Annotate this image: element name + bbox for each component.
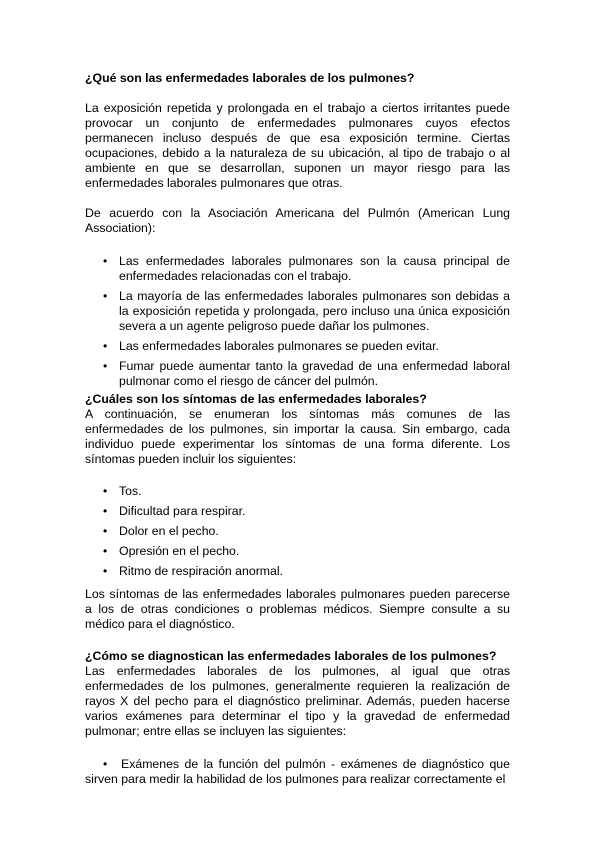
section-1-heading: ¿Qué son las enfermedades laborales de los pulmones? <box>85 71 415 85</box>
section-2-outro: Los síntomas de las enfermedades laborales pulmonares pueden parecerse a los de otras condiciones o problemas médicos. Siempre consulte a su médico para el diagnóstico. <box>85 587 510 631</box>
bullet-icon: • <box>103 359 108 373</box>
list-item: • Las enfermedades laborales pulmonares son la causa principal de enfermedades relacionadas con el trabajo. <box>103 254 510 283</box>
list-item: • La mayoría de las enfermedades laborales pulmonares son debidas a la exposición repetida y prolongada, pero incluso una única exposición severa a un agente peligroso puede dañar los pulmones. <box>103 289 510 333</box>
list-item: • Dolor en el pecho. <box>103 524 219 538</box>
list-item: • Opresión en el pecho. <box>103 544 240 558</box>
list-item: • Tos. <box>103 484 142 498</box>
bullet-icon: • <box>103 289 108 303</box>
bullet-icon: • <box>103 504 108 518</box>
bullet-icon: • <box>103 757 108 771</box>
list-item: • Ritmo de respiración anormal. <box>103 564 284 578</box>
section-2-bullet-list <box>85 484 510 579</box>
section-3-heading: ¿Cómo se diagnostican las enfermedades laborales de los pulmones? <box>85 649 497 663</box>
bullet-icon: • <box>103 564 108 578</box>
bullet-icon: • <box>103 484 108 498</box>
list-item: • Dificultad para respirar. <box>103 504 246 518</box>
list-item: • Las enfermedades laborales pulmonares se pueden evitar. <box>103 339 439 353</box>
section-1-paragraph-1: La exposición repetida y prolongada en el trabajo a ciertos irritantes puede provocar un conjunto de enfermedades pulmonares cuyos efectos permanecen incluso después de que esa exposición termine. Ciertas ocupaciones, debido a la naturaleza de su ubicación, al tipo de trabajo o al ambiente en que se desarrollan, suponen un mayor riesgo para las enfermedades laborales pulmonares que otras. <box>85 101 510 190</box>
section-1-bullet-list <box>85 254 510 389</box>
section-3-intro: Las enfermedades laborales de los pulmones, al igual que otras enfermedades de los pulmones, generalmente requieren la realización de rayos X del pecho para el diagnóstico preliminar. Además, pueden hacerse varios exámenes para determinar el tipo y la gravedad de enfermedad pulmonar; entre ellas se incluyen las siguientes: <box>85 664 510 738</box>
section-2-intro: A continuación, se enumeran los síntomas más comunes de las enfermedades de los pulmones, sin importar la causa. Sin embargo, cada individuo puede experimentar los síntomas de una forma diferente. Los síntomas pueden incluir los siguientes: <box>85 407 510 466</box>
bullet-icon: • <box>103 524 108 538</box>
document-page <box>85 71 510 787</box>
bullet-icon: • <box>103 254 108 268</box>
list-item: • Fumar puede aumentar tanto la gravedad de una enfermedad laboral pulmonar como el riesgo de cáncer del pulmón. <box>103 359 510 388</box>
section-2-heading: ¿Cuáles son los síntomas de las enfermedades laborales? <box>85 392 427 406</box>
bullet-icon: • <box>103 339 108 353</box>
bullet-icon: • <box>103 544 108 558</box>
section-1-paragraph-2: De acuerdo con la Asociación Americana del Pulmón (American Lung Association): <box>85 206 510 235</box>
list-item: • Exámenes de la función del pulmón - exámenes de diagnóstico que sirven para medir la habilidad de los pulmones para realizar correctamente el <box>85 757 510 786</box>
section-3-bullet-list <box>85 757 510 787</box>
